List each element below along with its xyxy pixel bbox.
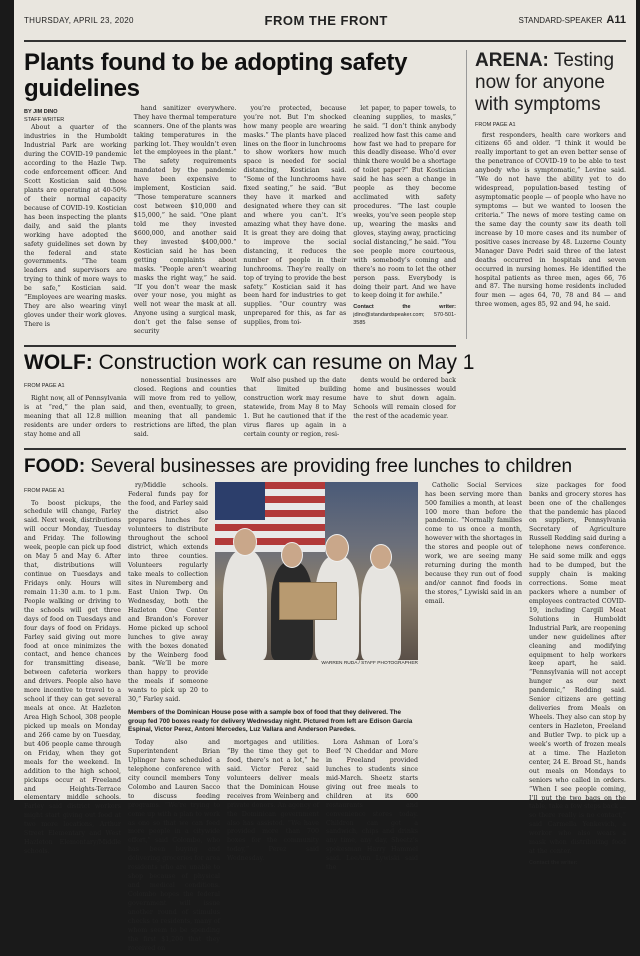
newspaper-page [14, 0, 636, 952]
plants-col-4 [353, 105, 456, 339]
divider [24, 345, 456, 347]
food-col-u2 [227, 739, 319, 956]
paper-name: STANDARD-SPEAKER [518, 16, 603, 25]
wolf-text-4: dents would be ordered back home and businesses would have to shut down again. Schools will remain closed for the rest of the academic year. [353, 377, 456, 420]
plants-text-4: let paper, to paper towels, to cleaning supplies, to masks,” he said. “I don’t think anybody realized how fast this came and how fast we had to prepare for this deadly disease. Who’d ever think there would be a shortage of toilet paper?” But Kostician said he has seen a change in people as they become acclimated with safety procedures. “The last couple weeks, you’ve seen people step up, wearing the masks and gloves, staying away, practicing social distancing,” he said. “You see people more courteous, with somebody’s coming and there’s no room to let the other person pass. Everybody is doing their part. And we have to keep doing it for awhile.” [353, 104, 456, 300]
food-title: Several businesses are providing free lunches to children [85, 455, 573, 477]
photo-credit: WARREN RUDA / STAFF PHOTOGRAPHER [321, 660, 418, 666]
food-text-u4: Catholic Social Services has been serving more than 500 families a month, at least 100 more than before the pandemic. “Normally families come to us once a month, however with the shortages in the stores and people out of work, we are seeing many returning during the month because they run out of food and/or cannot find foods in the stores,” Lywiski said in an email. [425, 481, 522, 605]
food-text-u2: mortgages and utilities. “By the time they get to food, there’s not a lot,” he said. Victor Perez said volunteers deliver meals that the Dominican House receives from Weinberg and private donors. An agency of the Dominican government also has assisted. “We have provided more than 700 boxes for the community today,” Perez said Wednesday. [227, 739, 319, 863]
wolf-col-1 [24, 377, 127, 442]
plants-col-1 [24, 105, 127, 339]
wolf-story [24, 351, 626, 442]
arena-headline [475, 50, 626, 116]
section-title: FROM THE FRONT [264, 12, 388, 28]
wolf-col-3 [244, 377, 347, 442]
page-label [519, 14, 626, 26]
plants-text-2: hand sanitizer everywhere. They have thermal temperature scanners. One of the plants was taking temperatures in the parking lot. They wouldn’t even let the employees in the plant.” The safety requirements mandated by the pandemic have been expensive to implement, Kostician said. “Those temperature scanners cost between $10,000 and $15,000,” he said. “One plant told me they invested $600,000, and another said they invested $400,000.” Kostician said he has been getting complaints about masks. “People aren’t wearing masks the right way,” he said. “If you don’t wear the mask over your nose, you might as well not wear the mask at all. Anyone using a surgical mask, don’t get the false sense of security [133, 104, 237, 336]
byline-role: STAFF WRITER [24, 116, 65, 123]
food-col-u4 [425, 482, 522, 956]
wolf-kicker: WOLF: [24, 351, 93, 375]
food-kicker: FOOD: [24, 455, 86, 477]
food-from-page: FROM PAGE A1 [24, 487, 65, 494]
plants-col-2 [134, 105, 237, 339]
photo-caption: Members of the Dominican House pose with a sample box of food that they delivered. The group fed 700 boxes ready for delivery Wednesday night. Pictured from left are Edison Garcia Espinal, Victor Perez, Antoni Mercedes, Luz Vallara and Anderson Paredes. [128, 709, 413, 734]
plants-text-3: you’re protected, because you’re not. But I’m shocked how many people are wearing masks.” The plants have placed lines on the floor in lunchrooms to show workers how much space is needed for social distancing, Kostician said. “Some of the lunchrooms have fixed seating,” he said. “But they have it marked and designated where they can sit and where you can’t. It’s amazing what they have done. It is great they are doing that to improve the social distancing, it reduces the number of people in their lunchrooms. They’re really on top of trying to provide the best safety.” Kostician said it has been hard for industries to get supplies. “Our country was unprepared for this, as far as supplies, from toi- [243, 104, 347, 327]
wolf-title: Construction work can resume on May 1 [92, 351, 475, 375]
food-text-u3: Lora Ashman of Lora’s Beef ’N Cheddar and More in Freeland provided lunches to students since mid-March. Sheetz starts giving out free meals to children at its 600 restaurants and convenience stores today. Children can get a sandwich, chips and drinks any time, any day, Sheetz’s spokesman Harry Hammel said. LeeAnn Lywiski said the [326, 739, 418, 872]
food-col-u3 [326, 739, 418, 956]
food-text-u1: Today also and Superintendent Brian Uplinger have scheduled a telephone conference with city council members Tony Colombo and Lauren Sacco to discuss feeding programs. “We’re trying to come up with a plan to work as one so that we can feed more people in a citywide effort,” said Colombo, who has been buying and delivering groceries for area residents who are unable to shop because of physical and medical conditions. Colombo hopes the federal government will issue another round of stimulus checks to residents, many of whom seem to be spending the first $1,200 that they received on [128, 739, 220, 952]
contact-label: Contact the writer: [353, 304, 456, 311]
wolf-col-2 [134, 377, 237, 442]
plants-contact [353, 304, 456, 327]
food-col-u1 [128, 739, 220, 956]
plants-story [24, 50, 456, 339]
photo-block [215, 482, 418, 707]
volunteers-photo [215, 482, 418, 660]
food-headline [24, 456, 626, 478]
arena-body: first responders, health care workers and citizens 65 and older. “I think it would be really important to get an even better sense of the penetrance of COVID-19 to be able to test anybody who is symptomatic,” Levine said. “We do not have the ability yet to do widespread, population-based testing of asymptomatic people — of people who have no symptoms — but we wanted to loosen the criteria.” The news of more testing came on the same day the county saw its death toll increase by 10 more cases and its number of positive cases increase by 48. Luzerne County Manager Dave Pedri said three of the latest deaths occurred in hospitals and seven occurred in nursing homes. He identified the hospital patients as three men, ages 66, 76 and 87. The nursing home residents included four men — ages 64, 70, 78 and 84 — and three women, ages 85, 92 and 94, he said. [475, 131, 626, 309]
issue-date: THURSDAY, APRIL 23, 2020 [24, 15, 134, 25]
wolf-text-1: Right now, all of Pennsylvania is at “red,” the plan said, meaning that all 12.8 million residents are under orders to stay home and all [24, 394, 127, 438]
plants-col-3 [244, 105, 347, 339]
wolf-col-4 [353, 377, 456, 442]
food-story [24, 456, 626, 956]
food-col-right [529, 482, 626, 956]
flag-graphic [215, 482, 325, 552]
plants-text-1: About a quarter of the industries in the Humboldt Industrial Park are working during the COVID-19 pandemic according to the Hazle Twp. code enforcement officer. And Scott Kostician said those plants are operating at 40-50% of their normal capacity because of COVID-19. Kostician has been inspecting the plants daily, and said the plants working have adopted the safety guidelines set down by the federal and state governments. “The team leaders and supervisors are trying to think of more ways to be safe,” Kostician said. “Employees are wearing masks. They are also wearing vinyl gloves under their work gloves. There is [24, 124, 127, 328]
plants-headline: Plants found to be adopting safety guidelines [24, 49, 408, 103]
page-number: A11 [606, 14, 626, 26]
food-text-right: size packages for food banks and grocery stores has been one of the challenges that the pandemic has placed on suppliers, Pennsylvania Secretary of Agriculture Russell Redding said during a telephone news conference. He said some milk and eggs had to be dumped, but the supply chain is making corrections. Some meat packers where a number of employees contracted COVID-19, including Cargill Meat Solutions in Humboldt Industrial Park, are reopening under new guidelines after cleaning and modifying equipment to help workers keep apart, he said. “Pennsylvania will not accept hunger as our next pandemic,” Redding said. Senior citizens are getting deliveries from Meals on Wheels. They also can stop by centers in Hazleton, Freeland and Butler Twp. to pick up a week’s worth of frozen meals at a time. The Hazleton center, 24 E. Broad St., hands out meals on Mondays to seniors who called in orders. “When I see people coming, I’ll put the two bags on the table, take a few steps back ... so there really is no contact,” said Carmella Yenkevich, a worker who also wears a mask when distributing food at the center. [529, 481, 626, 856]
food-text-left: To boost pickups, the schedule will change, Farley said. Next week, distributions will occur Monday, Tuesday and Friday. The following week, people can pick up food on May 5 and May 6. After that, distributions will continue on Tuesdays and Fridays only. Hours will remain 11:30 a.m. to 1 p.m. People walking or driving to the schools will get three days of food on Tuesdays and four days of food on Fridays. Farley said giving out more food at once minimizes the contact, and hence chances for transmitting disease, between cafeteria workers and drivers. People also have more incentive to travel to a school if they can get several meals at once. At Hazleton Area High School, 308 people picked up meals on Monday and 266 came by on Tuesday, but 406 people came through on Friday, when they got meals for the weekend. In addition to the high school, pickups occur at Freeland and Heights-Terrace elementary middle schools. Farley said district workers might start giving out food at two more locations, Arthur Street Elementary and West Hazleton Elementary/Middle schools. [24, 499, 121, 856]
wolf-text-3: Wolf also pushed up the date that limited building construction work may resume statewide, from May 8 to May 1. But he cautioned that if the virus flares up again in a certain county or region, resi- [243, 377, 347, 438]
arena-text [475, 132, 626, 311]
food-center [128, 482, 418, 956]
arena-title: Testing now for anyone with symptoms [475, 50, 615, 115]
divider [24, 448, 626, 450]
byline-name: BY JIM DINO [24, 108, 58, 115]
wolf-from-page: FROM PAGE A1 [24, 383, 65, 390]
food-text-mid: ry/Middle schools. Federal funds pay for the food, and Farley said the district also prepares lunches for volunteers to distribute throughout the school district, which extends into three counties. Volunteers regularly take meals to collection sites in Nuremberg and East Union Twp. On Wednesday, both the Hazleton One Center and Brandon’s Forever Home picked up school lunches to give away with the boxes donated by the Weinberg food bank. “We’ll be more than happy to provide the meals if someone wants to pick up 20 to 30,” Farley said. [128, 481, 208, 704]
food-box [279, 582, 337, 620]
arena-kicker: ARENA: [475, 50, 549, 71]
wolf-text-2: nonessential businesses are closed. Regions and counties will move from red to yellow, and then, eventually, to green, meaning that all pandemic restrictions are lifted, the plan said. [133, 377, 237, 438]
page-header [24, 0, 626, 42]
food-contact: Contact the writer: [529, 860, 578, 867]
arena-story [466, 50, 626, 339]
byline [24, 109, 127, 125]
food-col-left [24, 482, 121, 956]
wolf-headline [24, 351, 626, 375]
contact-value: jdino@standardspeaker.com; 570-501-3585 [353, 312, 456, 326]
food-col-mid [128, 482, 208, 707]
arena-from-page: FROM PAGE A1 [475, 121, 516, 128]
